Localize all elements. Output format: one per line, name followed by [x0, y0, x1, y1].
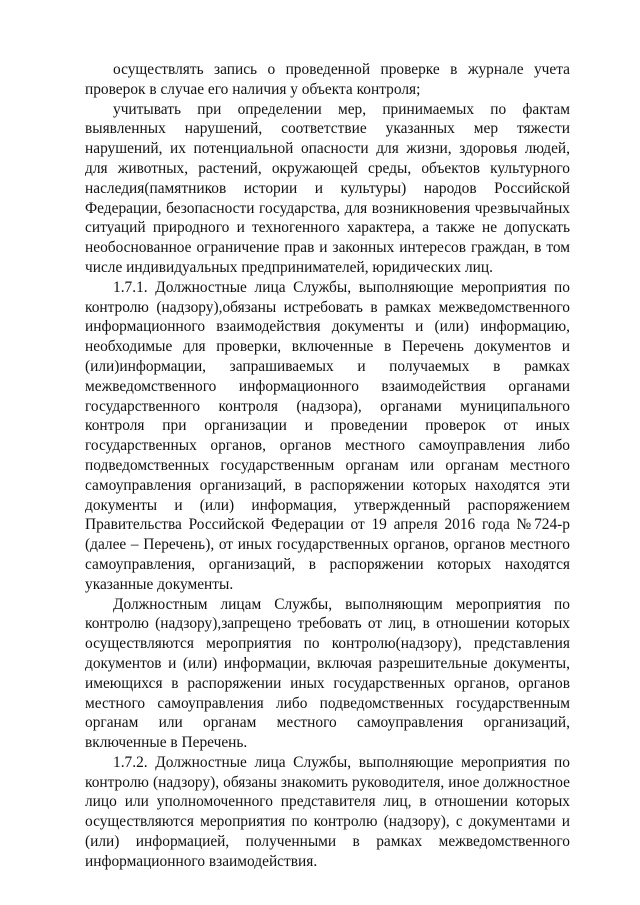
paragraph-prohibition: Должностным лицам Службы, выполняющим мероприятия по контролю (надзору),запрещено требовать от лиц, в отношении которых осуществляются мероприятия по контролю(надзору), представления документов и (или) информации, включая разрешительные документы, имеющихся в распоряжении иных государственных органов, органов местного самоуправления либо подведомственных государственным органам или органам местного самоуправления организаций, включенные в Перечень.: [85, 595, 570, 752]
paragraph-section-1-7-1: 1.7.1. Должностные лица Службы, выполняющие мероприятия по контролю (надзору),обязаны истребовать в рамках межведомственного информационного взаимодействия документы и (или) информацию, необходимые для проверки, включенные в Перечень документов и (или)информации, запрашиваемых и получаемых в рамках межведомственного информационного взаимодействия органами государственного контроля (надзора), органами муниципального контроля при организации и проведении проверок от иных государственных органов, органов местного самоуправления либо подведомственных государственным органам или органам местного самоуправления организаций, в распоряжении которых находятся эти документы и (или) информация, утвержденный распоряжением Правительства Российской Федерации от 19 апреля 2016 года №724-р (далее – Перечень), от иных государственных органов, органов местного самоуправления, организаций, в распоряжении которых находятся указанные документы.: [85, 278, 570, 593]
paragraph-section-1-7-2: 1.7.2. Должностные лица Службы, выполняющие мероприятия по контролю (надзору), обязаны знакомить руководителя, иное должностное лицо или уполномоченного представителя лиц, в отношении которых осуществляются мероприятия по контролю (надзору), с документами и (или) информацией, полученными в рамках межведомственного информационного взаимодействия.: [85, 753, 570, 870]
paragraph-measures-violations: учитывать при определении мер, принимаемых по фактам выявленных нарушений, соответствие указанных мер тяжести нарушений, их потенциальной опасности для жизни, здоровья людей, для животных, растений, окружающей среды, объектов культурного наследия(памятников истории и культуры) народов Российской Федерации, безопасности государства, для возникновения чрезвычайных ситуаций природного и техногенного характера, а также не допускать необоснованное ограничение прав и законных интересов граждан, в том числе индивидуальных предпринимателей, юридических лиц.: [85, 100, 570, 276]
paragraph-record-inspection: осуществлять запись о проведенной проверке в журнале учета проверок в случае его наличия у объекта контроля;: [85, 61, 570, 98]
